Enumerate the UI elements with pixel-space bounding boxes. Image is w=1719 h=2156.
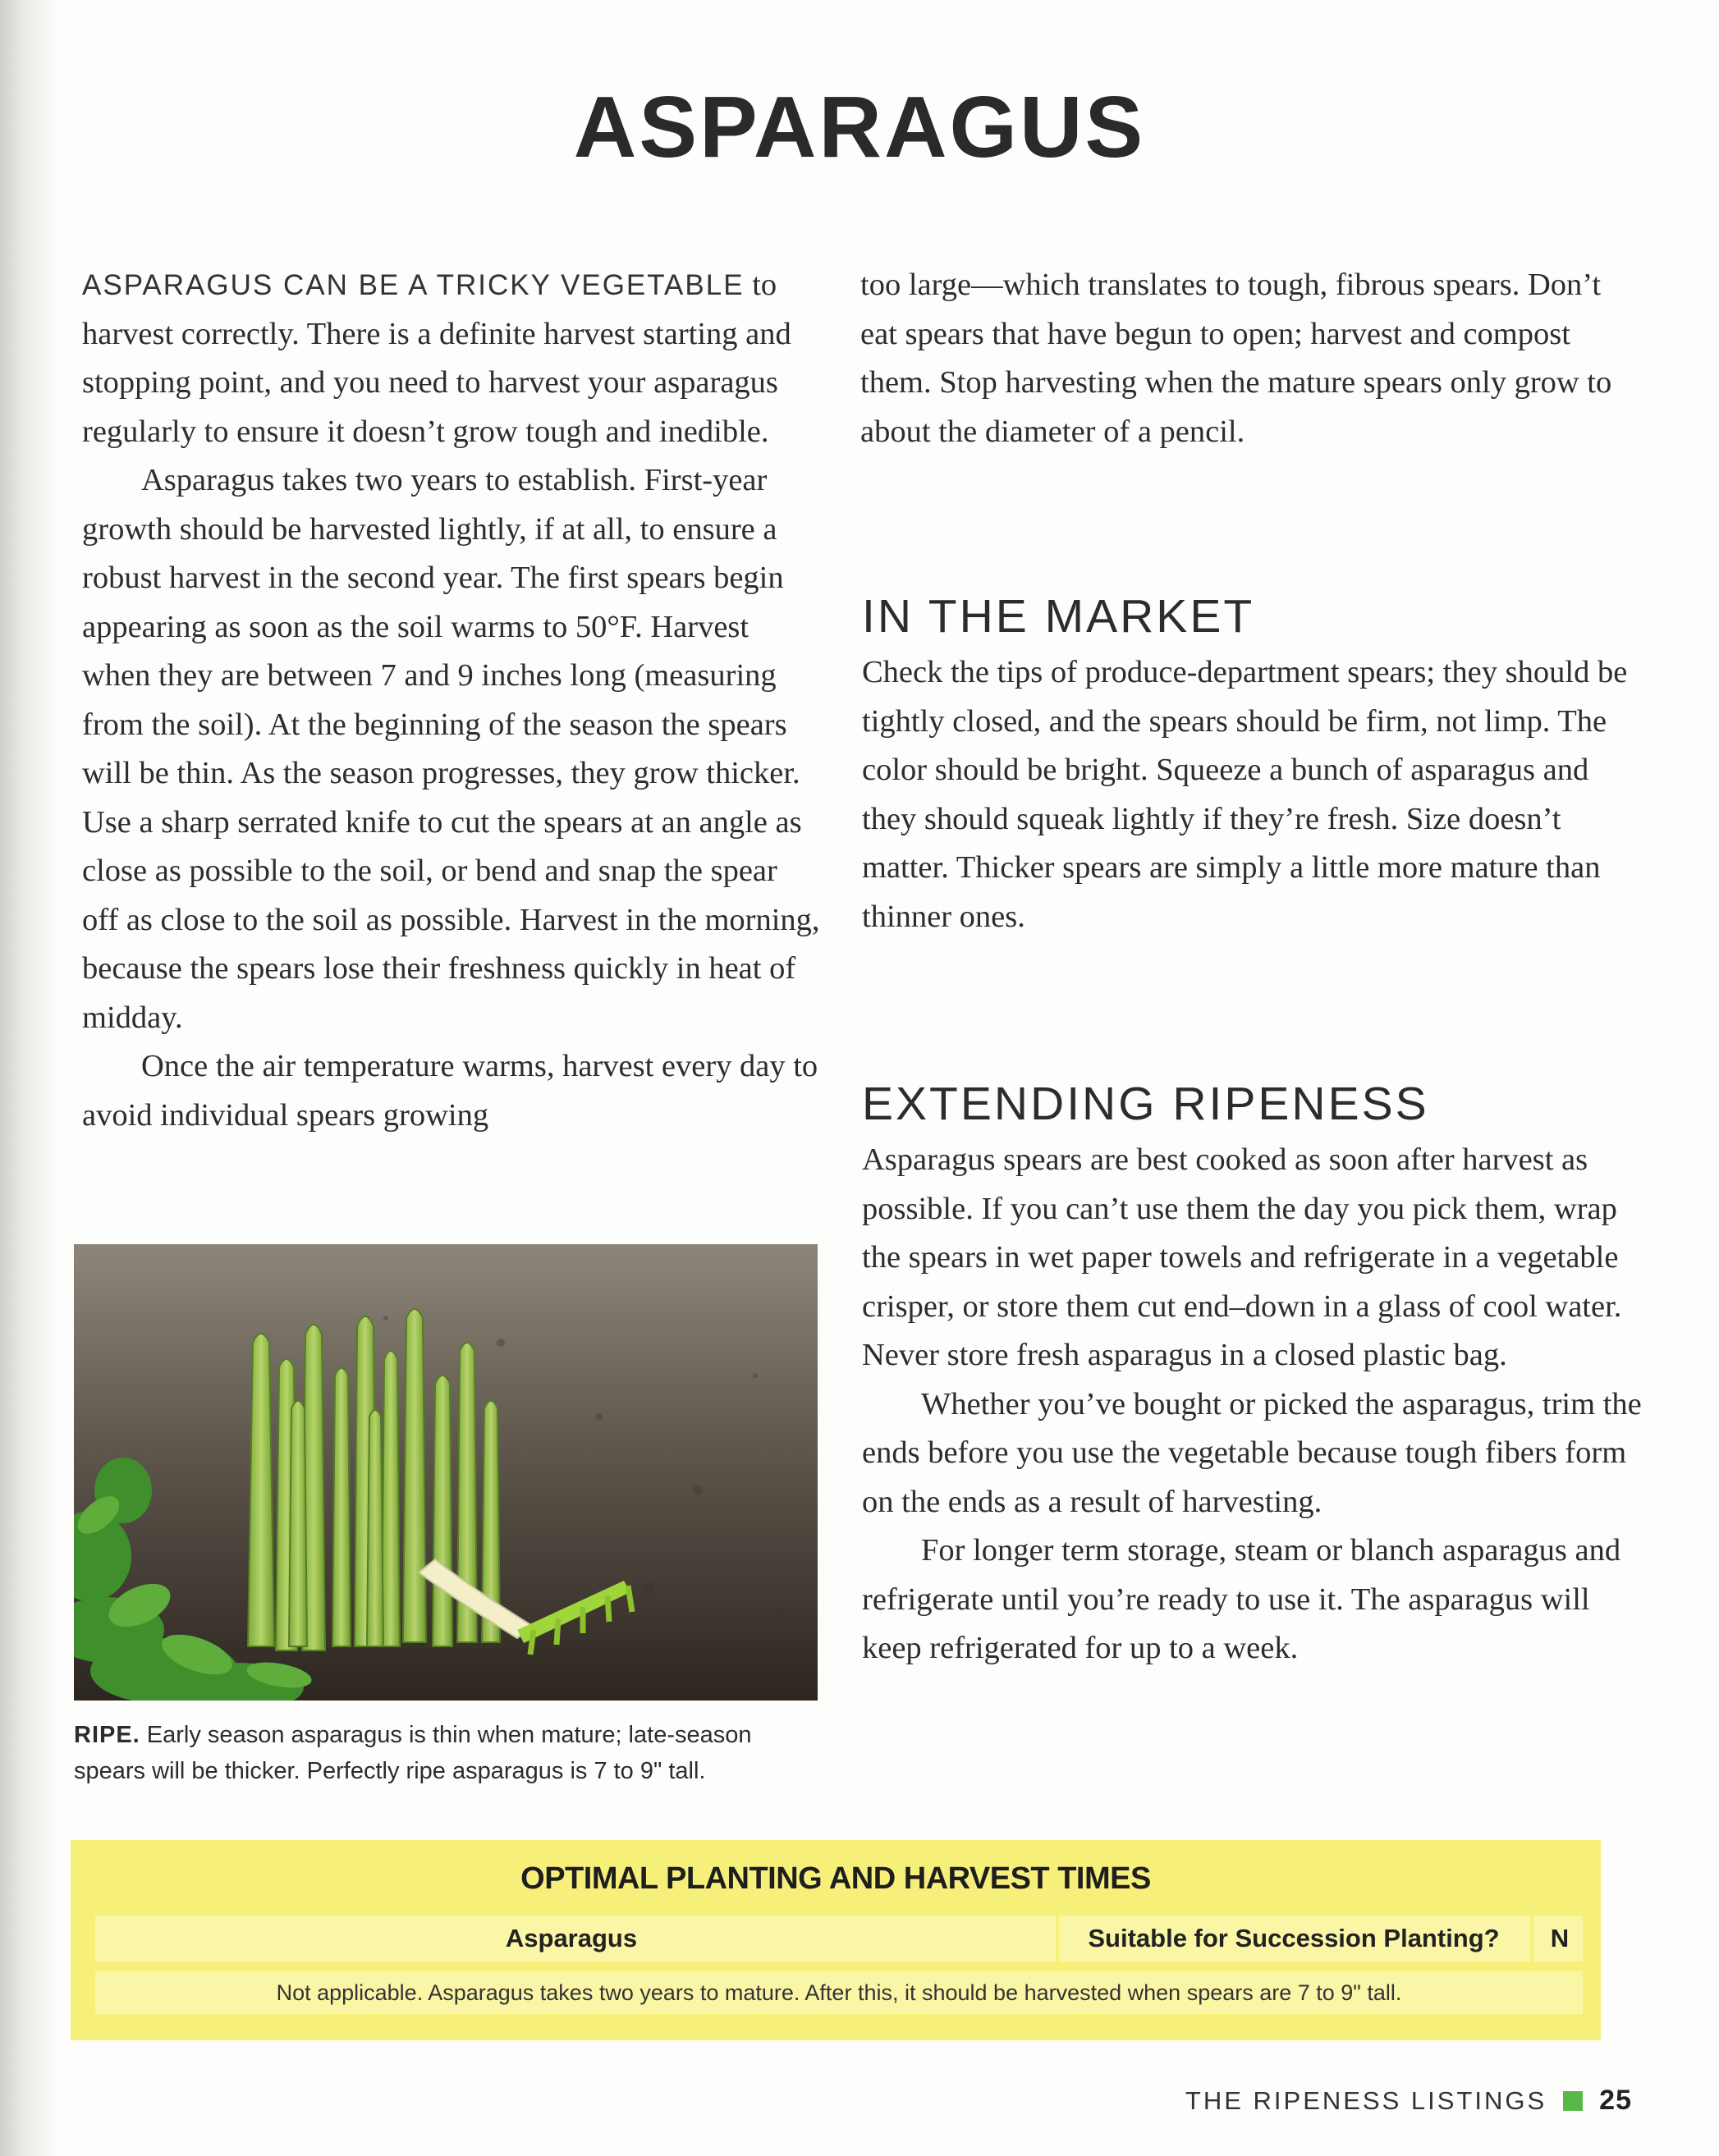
footer-section-title: THE RIPENESS LISTINGS (1185, 2085, 1547, 2115)
table-header-row (95, 1916, 1583, 1961)
green-square-icon (1563, 2091, 1583, 2111)
succession-label-cell: Suitable for Succession Planting? (1056, 1916, 1529, 1961)
page-title: ASPARAGUS (573, 79, 1146, 176)
photo-caption (74, 1717, 829, 1789)
page-footer (1185, 2085, 1632, 2117)
extending-section (862, 1136, 1650, 1673)
extending-paragraph-3: For longer term storage, steam or blanch asparagus and refrigerate until you’re ready to use it. The asparagus will keep refrigerated for up to a week. (862, 1533, 1621, 1665)
continued-paragraph: too large—which translates to tough, fibrous spears. Don’t eat spears that have begun to open; harvest and compost them. Stop harvesting when the mature spears only grow to about the diameter of a pencil. (860, 268, 1612, 449)
left-column (82, 261, 821, 1140)
vegetable-cell: Asparagus (505, 1924, 638, 1952)
extending-paragraph-1: Asparagus spears are best cooked as soon after harvest as possible. If you can’t use them the day you pick them, wrap the spears in wet paper towels and refrigerate in a vegetable crisper, or store them cut end–down in a glass of cool water. Never store fresh asparagus in a closed plastic bag. (862, 1142, 1622, 1372)
establish-paragraph: Asparagus takes two years to establish. First-year growth should be harvested lightly, if at all, to ensure a robust harvest in the second year. The first spears begin appearing as soon as the soil warms to 50°F. Harvest when they are between 7 and 9 inches long (measuring from the soil). At the beginning of the season the spears will be thin. As the season progresses, they grow thicker. Use a sharp serrated knife to cut the spears at an angle as close as possible to the soil, or bend and snap the spear off as close to the soil as possible. Harvest in the morning, because the spears lose their freshness quickly in heat of midday. (82, 463, 820, 1035)
caption-text: Early season asparagus is thin when mature; late-season spears will be thicker. Perfectly ripe asparagus is 7 to 9" tall. (74, 1722, 752, 1784)
intro-paragraph (82, 261, 821, 456)
extending-paragraph-2: Whether you’ve bought or picked the asparagus, trim the ends before you use the vegetable because tough fibers form on the ends as a result of harvesting. (862, 1386, 1642, 1519)
harvest-daily-paragraph: Once the air temperature warms, harvest every day to avoid individual spears growing (82, 1049, 818, 1133)
market-heading: IN THE MARKET (862, 590, 1255, 643)
succession-value-cell: N (1530, 1916, 1586, 1961)
planting-harvest-table (71, 1840, 1601, 2040)
table-note: Not applicable. Asparagus takes two years to mature. After this, it should be harvested when spears are 7 to 9" tall. (276, 1980, 1402, 2005)
asparagus-illustration (74, 1244, 818, 1701)
page-edge-shadow (0, 0, 57, 2156)
lead-caps: ASPARAGUS CAN BE A TRICKY VEGETABLE (82, 269, 745, 301)
table-title: OPTIMAL PLANTING AND HARVEST TIMES (520, 1861, 1151, 1896)
asparagus-photo (74, 1244, 818, 1701)
page-number: 25 (1599, 2085, 1632, 2116)
intro-lead-rest: to harvest correctly. There is a definite harvest starting and stopping point, and you need to harvest your asparagus regularly to ensure it doesn’t grow tough and inedible. (82, 268, 791, 449)
market-paragraph: Check the tips of produce-department spears; they should be tightly closed, and the spears should be firm, not limp. The color should be bright. Squeeze a bunch of asparagus and they should squeak lightly if they’re fresh. Size doesn’t matter. Thicker spears are simply a little more mature than thinner ones. (862, 655, 1628, 934)
market-section (862, 648, 1650, 941)
caption-label: RIPE. (74, 1722, 140, 1748)
table-note-row (95, 1971, 1583, 2014)
extending-heading: EXTENDING RIPENESS (862, 1078, 1429, 1130)
right-column (860, 261, 1640, 456)
